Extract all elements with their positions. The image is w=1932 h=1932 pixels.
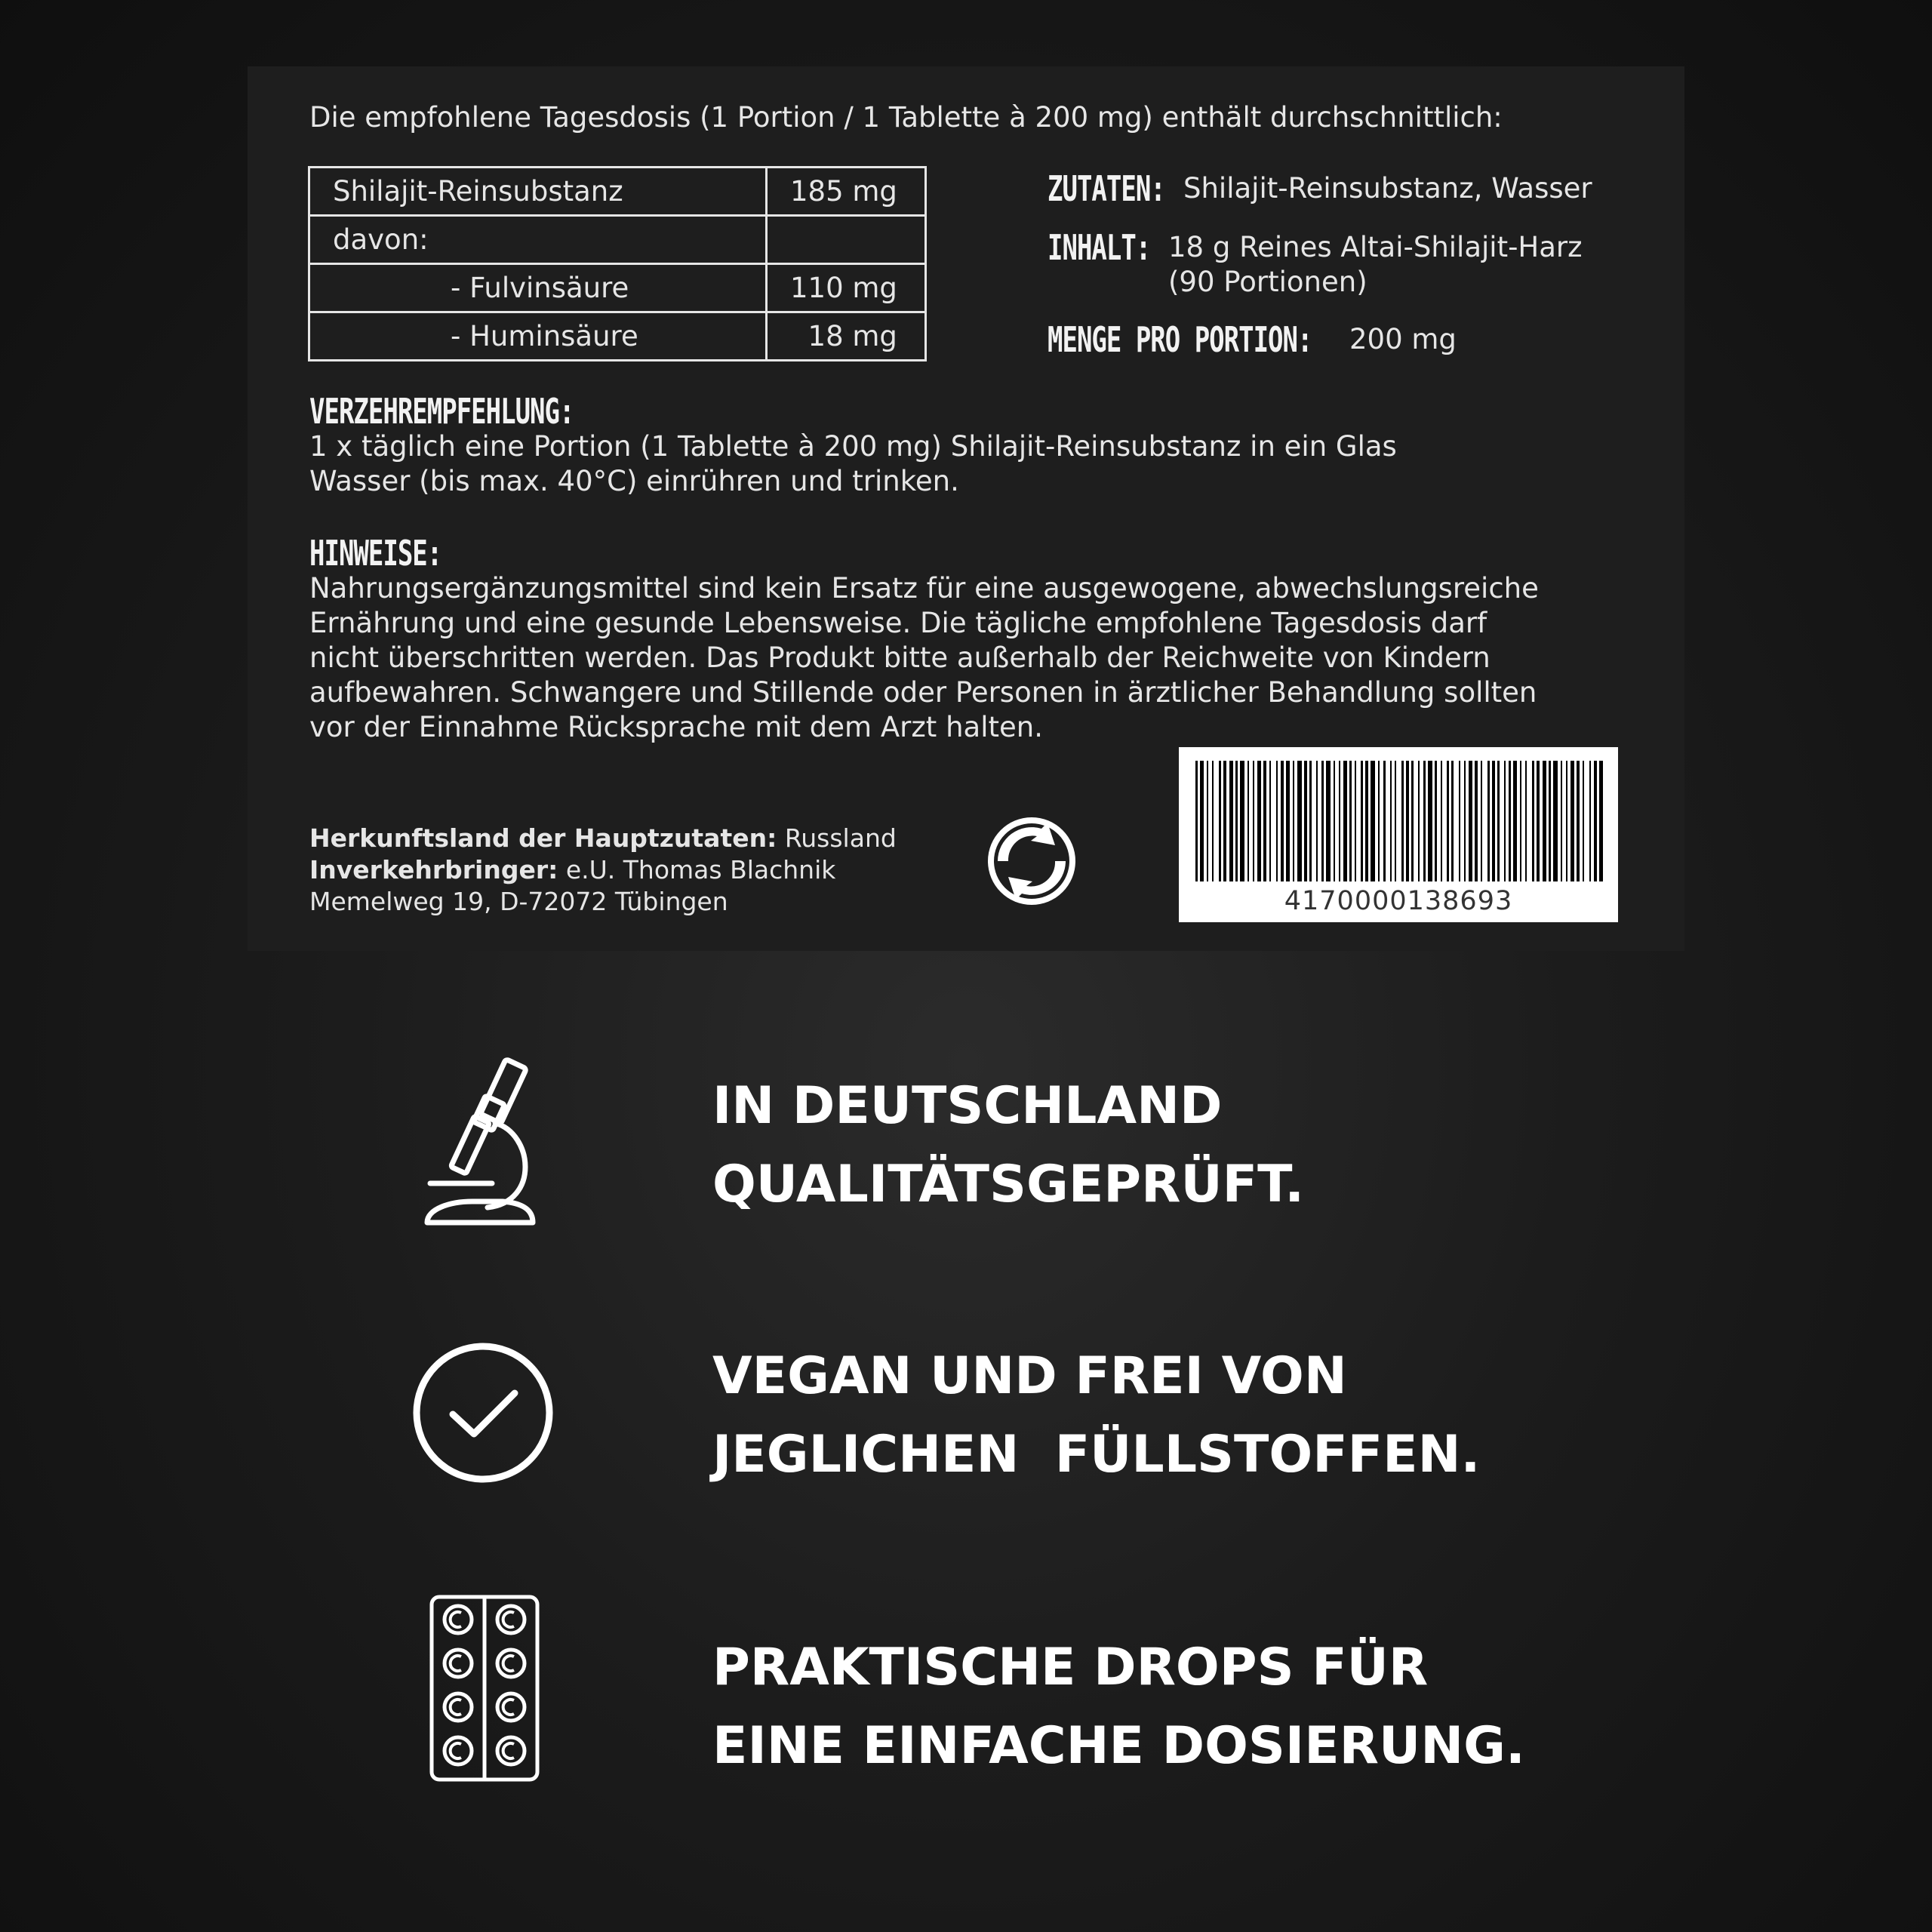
barcode-bar: [1247, 761, 1249, 881]
feature-vegan: [0, 1337, 1932, 1534]
barcode-bar: [1223, 761, 1226, 881]
barcode-bar: [1553, 761, 1558, 881]
nutrient-value: 18 mg: [767, 312, 926, 361]
usage-heading: VERZEHREMPFEHLUNG:: [309, 392, 574, 432]
barcode-bar: [1200, 761, 1204, 881]
barcode-bar: [1309, 761, 1312, 881]
serving-heading: MENGE PRO PORTION:: [1048, 320, 1312, 361]
barcode: [1179, 747, 1618, 922]
feature-text: [712, 1067, 1304, 1224]
barcode-bar: [1423, 761, 1426, 881]
microscope-icon: [420, 1051, 548, 1235]
pill-shine: [503, 1700, 514, 1715]
contents-value-line2: (90 Portionen): [1168, 266, 1367, 298]
pill-cell: [445, 1694, 472, 1721]
nutrient-name: davon:: [309, 216, 767, 264]
barcode-bar: [1297, 761, 1302, 881]
barcode-bar: [1411, 761, 1414, 881]
barcode-bar: [1571, 761, 1574, 881]
barcode-bar: [1441, 761, 1442, 881]
feature-line2: QUALITÄTSGEPRÜFT.: [712, 1155, 1305, 1214]
barcode-bar: [1487, 761, 1490, 881]
barcode-bar: [1207, 761, 1208, 881]
pill-cell: [445, 1737, 472, 1764]
barcode-number: 4170000138693: [1284, 886, 1513, 916]
barcode-bar: [1321, 761, 1324, 881]
barcode-bar: [1281, 761, 1284, 881]
notes-heading: HINWEISE:: [309, 534, 442, 574]
nutrition-table: [308, 166, 927, 361]
usage-line: Wasser (bis max. 40°C) einrühren und trinken.: [309, 465, 959, 497]
barcode-bar: [1509, 761, 1511, 881]
nutrient-value: [767, 216, 926, 264]
barcode-bar: [1525, 761, 1527, 881]
notes-line: nicht überschritten werden. Das Produkt bitte außerhalb der Reichweite von Kindern: [309, 641, 1491, 674]
pill-cell: [497, 1737, 525, 1764]
feature-line1: PRAKTISCHE DROPS FÜR: [712, 1638, 1429, 1697]
barcode-bar: [1497, 761, 1500, 881]
barcode-bar: [1276, 761, 1278, 881]
pill-shine: [451, 1700, 461, 1715]
barcode-bar: [1469, 761, 1472, 881]
checkmark-circle-icon: [411, 1340, 555, 1488]
barcode-bar: [1365, 761, 1368, 881]
feature-line2: JEGLICHEN FÜLLSTOFFEN.: [712, 1425, 1481, 1484]
barcode-bar: [1395, 761, 1396, 881]
barcode-bar: [1428, 761, 1432, 881]
barcode-bar: [1577, 761, 1580, 881]
barcode-bar: [1520, 761, 1521, 881]
feature-dosing: [0, 1594, 1932, 1790]
barcode-bar: [1566, 761, 1567, 881]
barcode-bar: [1361, 761, 1363, 881]
barcode-bar: [1401, 761, 1404, 881]
barcode-bar: [1339, 761, 1340, 881]
barcode-bar: [1240, 761, 1244, 881]
feature-text: [712, 1337, 1480, 1494]
feature-quality-tested: [0, 1051, 1932, 1247]
pill-shine: [451, 1612, 461, 1627]
barcode-bar: [1219, 761, 1221, 881]
barcode-bar: [1537, 761, 1540, 881]
barcode-bar: [1451, 761, 1454, 881]
pill-cell: [497, 1694, 525, 1721]
table-row: [309, 264, 926, 312]
barcode-bar: [1195, 761, 1198, 881]
notes-line: vor der Einnahme Rücksprache mit dem Arzt halten.: [309, 711, 1043, 743]
serving-row: [1048, 320, 1457, 361]
contents-value-line1: 18 g Reines Altai-Shilajit-Harz: [1168, 231, 1583, 263]
table-row: [309, 168, 926, 216]
barcode-bar: [1459, 761, 1460, 881]
pill-cell: [445, 1606, 472, 1633]
barcode-bar: [1481, 761, 1482, 881]
barcode-bar: [1406, 761, 1409, 881]
barcode-bar: [1475, 761, 1478, 881]
barcode-bar: [1316, 761, 1318, 881]
origin-and-distributor: [309, 823, 897, 918]
pill-cell: [497, 1650, 525, 1677]
pill-shine: [503, 1612, 514, 1627]
barcode-bar: [1543, 761, 1546, 881]
pill-shine: [451, 1743, 461, 1758]
barcode-bar: [1583, 761, 1584, 881]
barcode-bar: [1594, 761, 1597, 881]
product-label-panel: [248, 66, 1684, 951]
barcode-bar: [1293, 761, 1294, 881]
barcode-bar: [1549, 761, 1551, 881]
notes-line: Ernährung und eine gesunde Lebensweise. Die tägliche empfohlene Tagesdosis darf: [309, 607, 1487, 639]
notes-line: aufbewahren. Schwangere und Stillende oder Personen in ärztlicher Behandlung sollten: [309, 676, 1537, 709]
ingredients-heading: ZUTATEN:: [1048, 169, 1165, 210]
notes-line: Nahrungsergänzungsmittel sind kein Ersatz für eine ausgewogene, abwechslungsreiche: [309, 572, 1539, 605]
origin-value: Russland: [784, 823, 897, 853]
barcode-bar: [1418, 761, 1420, 881]
barcode-bar: [1435, 761, 1437, 881]
barcode-bar: [1371, 761, 1375, 881]
pill-shine: [503, 1656, 514, 1671]
barcode-bar: [1269, 761, 1271, 881]
nutrient-value: 185 mg: [767, 168, 926, 216]
barcode-bar: [1253, 761, 1254, 881]
contents-row: [1048, 228, 1583, 298]
feature-text: [712, 1629, 1525, 1786]
nutrient-name: - Huminsäure: [309, 312, 767, 361]
barcode-bar: [1257, 761, 1261, 881]
table-row: [309, 216, 926, 264]
origin-line: [309, 823, 897, 854]
barcode-bar: [1492, 761, 1495, 881]
barcode-bar: [1447, 761, 1449, 881]
pill-cell: [497, 1606, 525, 1633]
pill-cell: [445, 1650, 472, 1677]
origin-label: Herkunftsland der Hauptzutaten:: [309, 823, 777, 853]
daily-dose-intro: Die empfohlene Tagesdosis (1 Portion / 1 Tablette à 200 mg) enthält durchschnittlich:: [309, 101, 1503, 134]
nutrient-value: 110 mg: [767, 264, 926, 312]
nutrient-name: Shilajit-Reinsubstanz: [309, 168, 767, 216]
barcode-bar: [1229, 761, 1233, 881]
barcode-bar: [1349, 761, 1352, 881]
barcode-bar: [1378, 761, 1380, 881]
distributor-line: [309, 854, 897, 886]
barcode-bar: [1334, 761, 1335, 881]
ingredients-row: [1048, 169, 1592, 210]
ingredients-value: Shilajit-Reinsubstanz, Wasser: [1183, 172, 1592, 205]
distributor-label: Inverkehrbringer:: [309, 855, 558, 884]
barcode-bar: [1304, 761, 1307, 881]
notes-section: [309, 536, 1539, 745]
barcode-bar: [1343, 761, 1347, 881]
barcode-bar: [1589, 761, 1591, 881]
green-dot-recycle-icon: [986, 815, 1078, 907]
barcode-bar: [1532, 761, 1534, 881]
table-row: [309, 312, 926, 361]
barcode-bar: [1326, 761, 1331, 881]
usage-section: [309, 394, 1397, 499]
nutrient-name: - Fulvinsäure: [309, 264, 767, 312]
feature-line1: VEGAN UND FREI VON: [712, 1346, 1347, 1406]
barcode-bar: [1235, 761, 1238, 881]
distributor-address: Memelweg 19, D-72072 Tübingen: [309, 887, 728, 916]
barcode-bar: [1263, 761, 1266, 881]
distributor-value: e.U. Thomas Blachnik: [565, 855, 836, 884]
serving-value: 200 mg: [1349, 323, 1457, 355]
pill-shine: [451, 1656, 461, 1671]
pill-shine: [503, 1743, 514, 1758]
contents-heading: INHALT:: [1048, 228, 1151, 269]
pill-blister-icon: [429, 1594, 540, 1786]
barcode-bar: [1212, 761, 1214, 881]
barcode-bar: [1390, 761, 1392, 881]
barcode-bar: [1286, 761, 1290, 881]
barcode-bar: [1383, 761, 1386, 881]
barcode-bar: [1561, 761, 1562, 881]
barcode-bar: [1513, 761, 1517, 881]
barcode-bar: [1355, 761, 1356, 881]
barcode-bar: [1464, 761, 1466, 881]
barcode-bar: [1599, 761, 1603, 881]
feature-line1: IN DEUTSCHLAND: [712, 1076, 1223, 1136]
feature-line2: EINE EINFACHE DOSIERUNG.: [712, 1716, 1525, 1776]
barcode-bar: [1504, 761, 1506, 881]
usage-line: 1 x täglich eine Portion (1 Tablette à 200 mg) Shilajit-Reinsubstanz in ein Glas: [309, 430, 1397, 463]
